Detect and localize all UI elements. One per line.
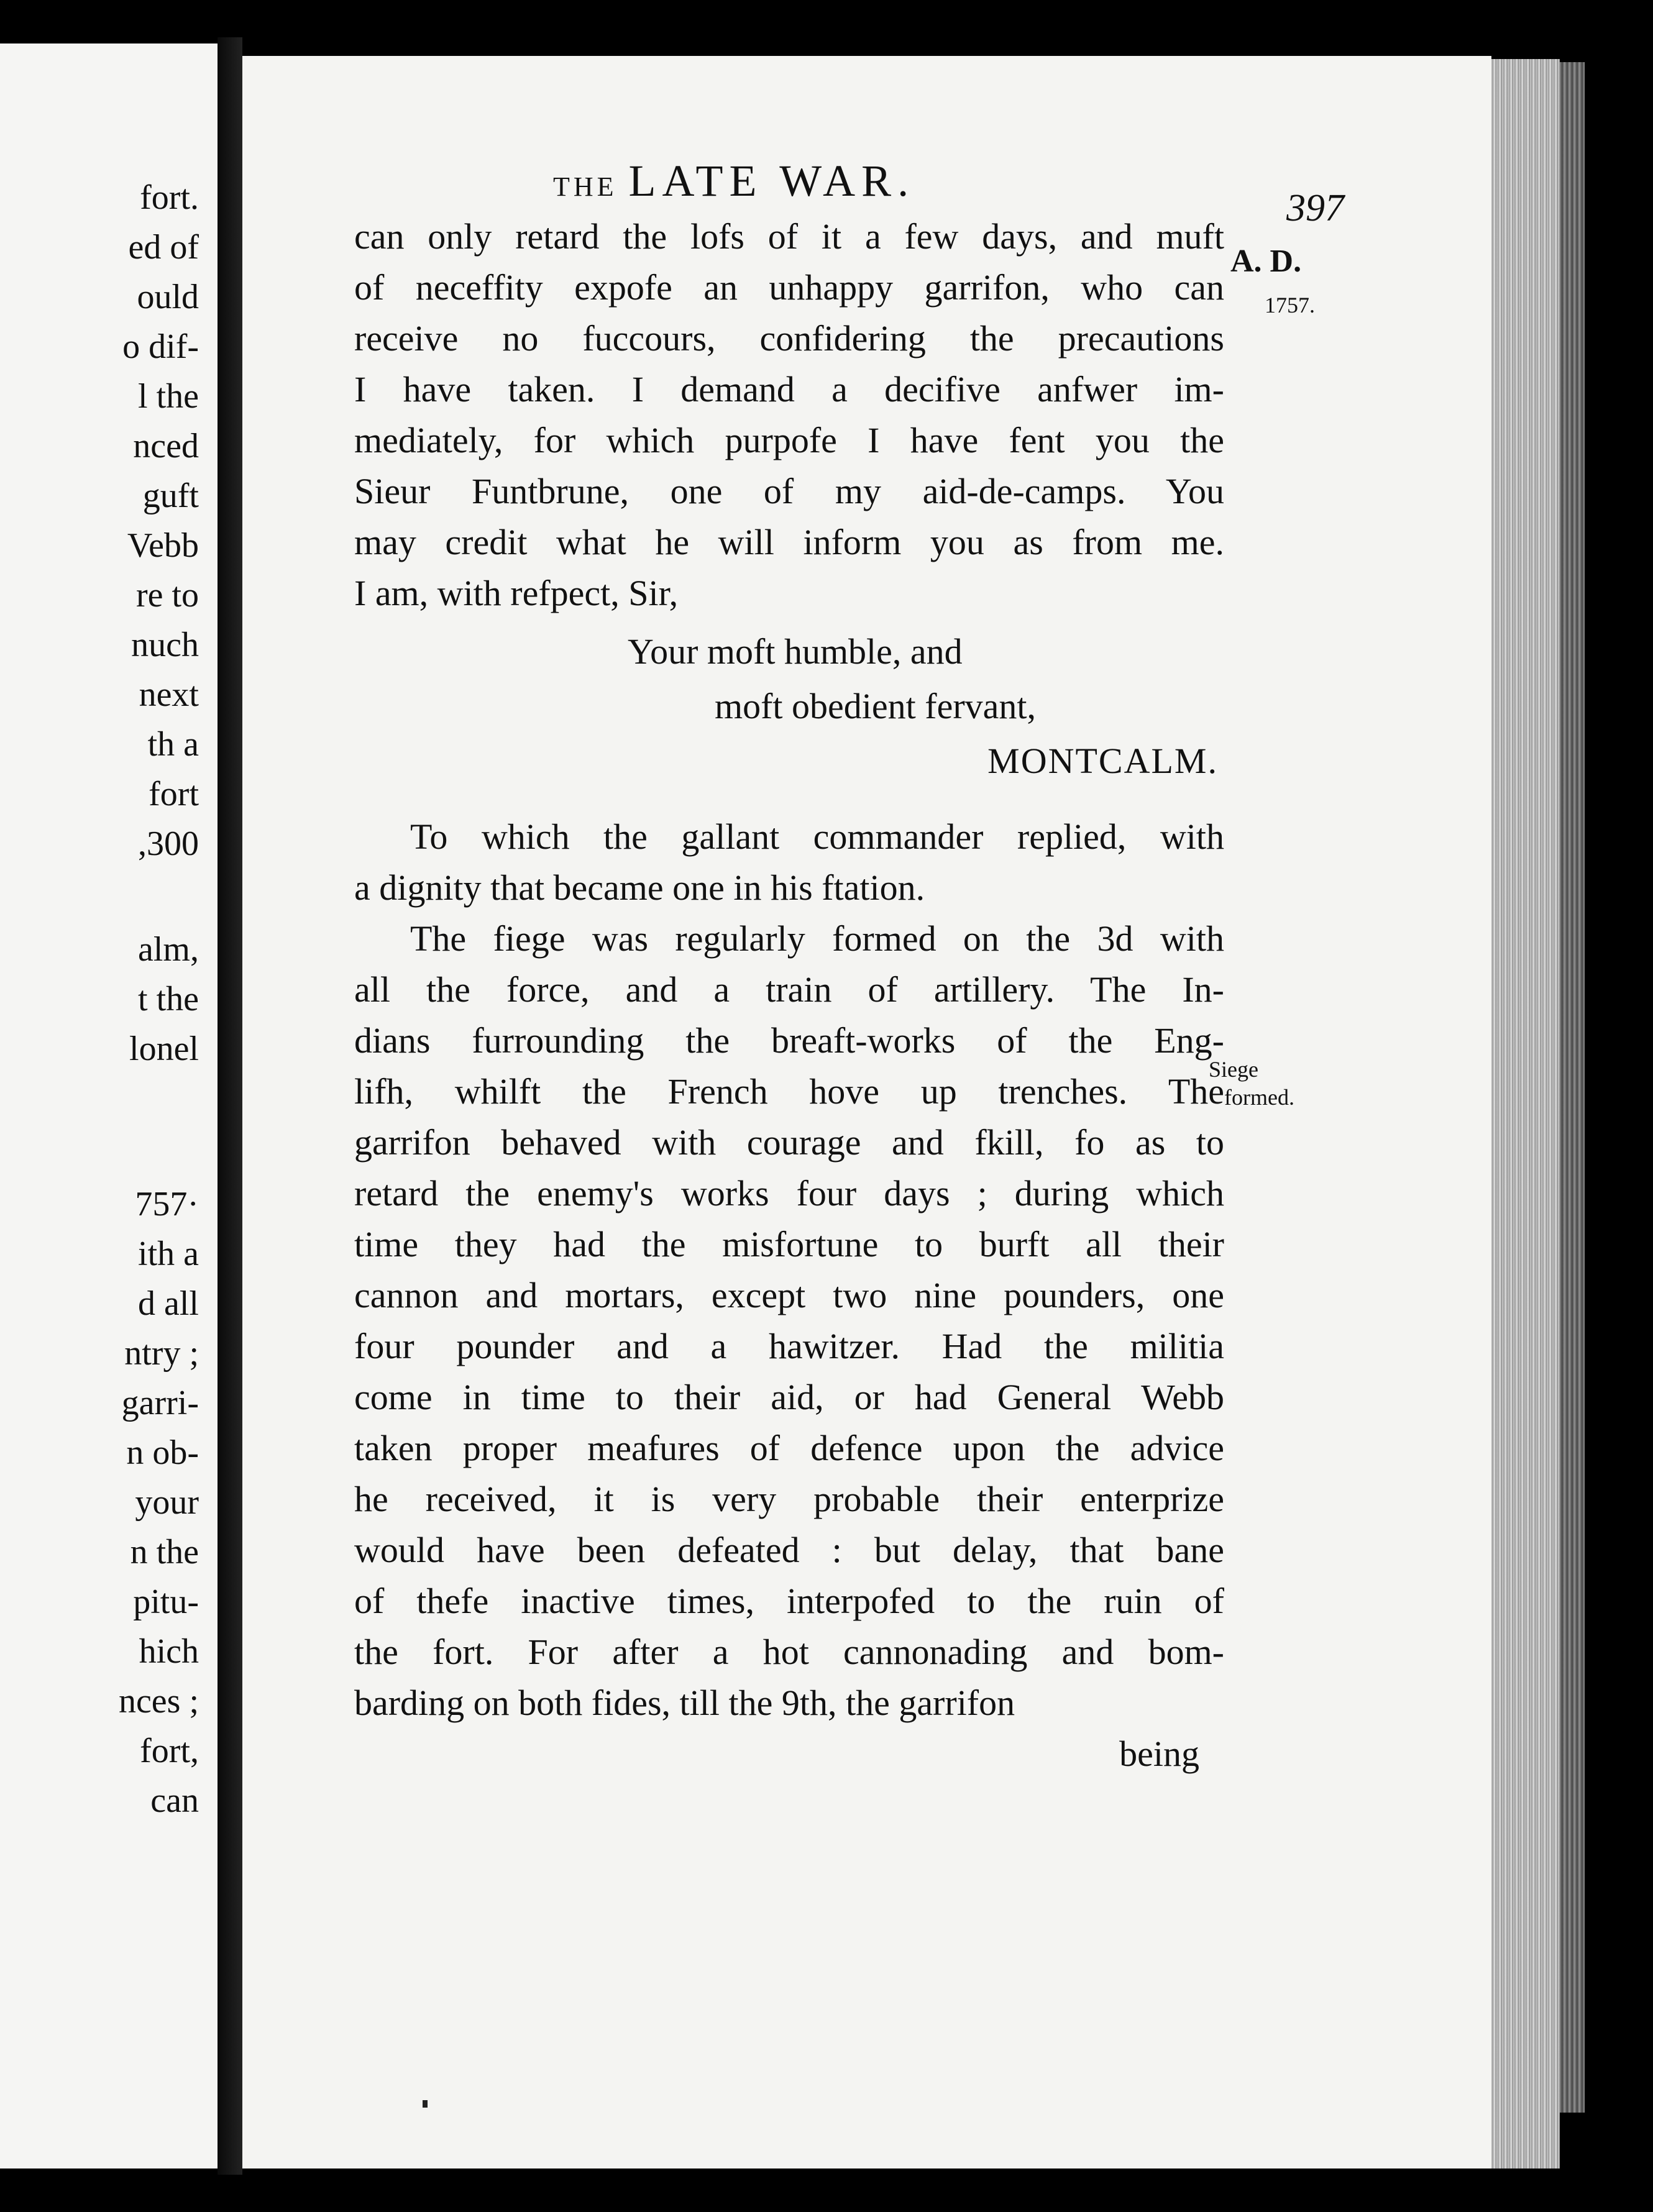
text-line: would have been defeated : but delay, that bane [354,1530,1224,1570]
text-line: lifh, whilft the French hove up trenches. The [354,1071,1224,1112]
letter-closing-2: moft obedient fervant, [715,686,1036,726]
text-line: four pounder and a hawitzer. Had the militia [354,1326,1224,1366]
running-head-the: THE [553,171,618,202]
left-page-line: ntry ; [124,1334,199,1373]
left-page-line: ould [137,278,199,316]
text-line: come in time to their aid, or had General Webb [354,1377,1224,1417]
left-page-line: garri- [121,1384,199,1422]
text-line: taken proper meafures of defence upon the advice [354,1428,1224,1468]
left-page-line: fort [149,775,199,813]
text-line: may credit what he will inform you as from me. [354,522,1224,562]
left-page-line: fort. [140,178,199,217]
left-page-line: o dif- [122,327,199,366]
left-page-line: re to [135,576,199,615]
text-line: retard the enemy's works four days ; during which [354,1173,1224,1213]
left-page-line: ith a [138,1235,199,1273]
left-page-line: n the [130,1533,199,1571]
left-page-line: t the [138,980,199,1018]
left-page-line: th a [147,725,199,764]
text-line: he received, it is very probable their enterprize [354,1479,1224,1519]
left-page-line: next [139,675,199,714]
text-line: of neceffity expofe an unhappy garrifon, who can [354,267,1224,308]
page-fore-edge-outer [1560,62,1585,2113]
printer-mark [423,2100,428,2108]
text-line: a dignity that became one in his ftation. [354,867,925,908]
left-page-line: l the [138,377,199,416]
left-page-line: hich [139,1632,199,1671]
margin-note-siege: Siege [1209,1057,1258,1082]
text-line: cannon and mortars, except two nine pounders, one [354,1275,1224,1315]
text-line: mediately, for which purpofe I have fent you the [354,420,1224,460]
text-line: time they had the misfortune to burft all their [354,1224,1224,1264]
text-line: I am, with refpect, Sir, [354,573,679,613]
page-fore-edge [1485,59,1560,2169]
text-line: To which the gallant commander replied, with [410,816,1224,857]
margin-year-label: A. D. [1230,244,1302,279]
text-line: barding on both fides, till the 9th, the garrifon [354,1683,1015,1723]
left-page-line: pitu- [133,1583,199,1621]
left-page-line: ed of [128,228,199,267]
left-page-line: lonel [129,1030,199,1068]
letter-text [354,211,1224,619]
left-page-line: nces ; [118,1682,199,1721]
letter-closing-1: Your moft humble, and [628,631,963,672]
paragraph-siege [354,913,1224,1729]
text-line: Sieur Funtbrune, one of my aid-de-camps. You [354,471,1224,511]
paragraph-reply [354,811,1224,913]
book-gutter [218,37,242,2175]
text-line: the fort. For after a hot cannonading and bom- [354,1632,1224,1672]
left-page-line: ,300 [138,825,199,863]
running-head-title: LATE WAR. [628,156,915,206]
left-page-line: fort, [140,1732,199,1770]
page-number: 397 [1286,187,1344,229]
text-line: of thefe inactive times, interpofed to the ruin of [354,1581,1224,1621]
left-page-line: Vebb [127,526,199,565]
left-page-line: your [135,1483,199,1522]
left-page-fragment [0,43,218,2169]
margin-note-formed: formed. [1224,1085,1294,1110]
text-line: dians furrounding the breaft-works of the Eng- [354,1020,1224,1061]
text-line: receive no fuccours, confidering the precautions [354,318,1224,359]
left-page-line: d all [138,1284,199,1323]
margin-year: 1757. [1265,293,1315,318]
running-head [553,155,1112,205]
left-page-line: can [150,1781,199,1820]
left-page-line: 757· [135,1185,199,1223]
text-line: garrifon behaved with courage and fkill, fo as to [354,1122,1224,1163]
left-page-line: nuch [131,626,199,664]
left-page-line: n ob- [126,1433,199,1472]
left-page-line: nced [133,427,199,465]
text-line: can only retard the lofs of it a few days, and muft [354,216,1224,257]
left-page-line: alm, [138,930,199,969]
letter-signature: MONTCALM. [987,741,1218,781]
left-page-line: guft [142,477,199,515]
text-line: The fiege was regularly formed on the 3d with [410,918,1224,959]
text-line: all the force, and a train of artillery. The In- [354,969,1224,1010]
text-line: I have taken. I demand a decifive anfwer im- [354,369,1224,409]
catchword: being [1119,1734,1199,1774]
page-body [354,211,1224,1780]
